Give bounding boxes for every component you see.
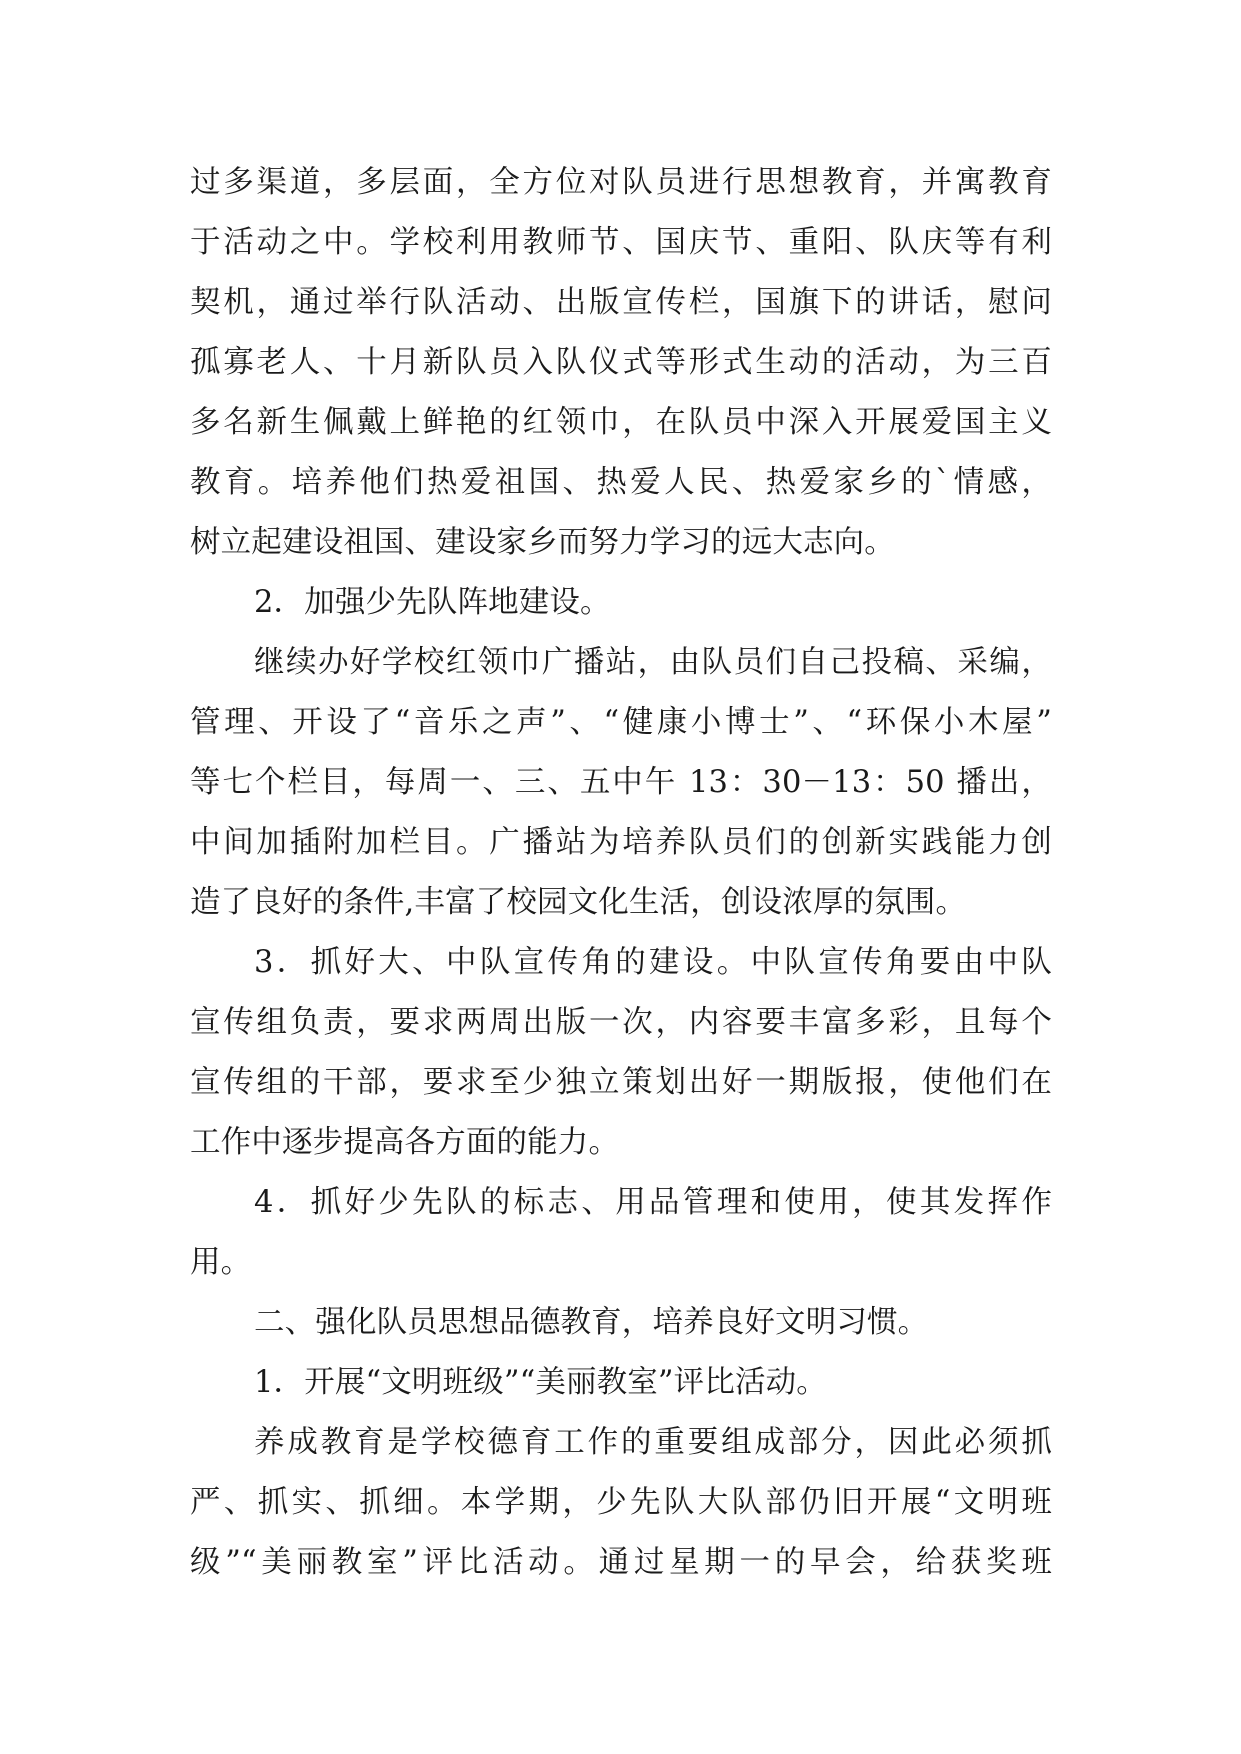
paragraph-line: 宣传组负责，要求两周出版一次，内容要丰富多彩，且每个 bbox=[190, 1005, 1052, 1040]
paragraph-line: 契机，通过举行队活动、出版宣传栏，国旗下的讲话，慰问 bbox=[190, 285, 1052, 320]
paragraph-line: 过多渠道，多层面，全方位对队员进行思想教育，并寓教育 bbox=[190, 165, 1052, 200]
paragraph-line: 级”“美丽教室”评比活动。通过星期一的早会，给获奖班 bbox=[190, 1545, 1052, 1580]
subsection-heading: 1．开展“文明班级”“美丽教室”评比活动。 bbox=[254, 1365, 827, 1400]
paragraph-line: 教育。培养他们热爱祖国、热爱人民、热爱家乡的`情感， bbox=[190, 465, 1052, 500]
paragraph-line: 继续办好学校红领巾广播站，由队员们自己投稿、采编， bbox=[254, 645, 1052, 680]
paragraph-line: 造了良好的条件,丰富了校园文化生活，创设浓厚的氛围。 bbox=[190, 885, 967, 920]
section-heading: 二、强化队员思想品德教育，培养良好文明习惯。 bbox=[254, 1305, 929, 1340]
paragraph-line: 3．抓好大、中队宣传角的建设。中队宣传角要由中队 bbox=[254, 945, 1052, 980]
paragraph-line: 等七个栏目，每周一、三、五中午 13：30－13：50 播出， bbox=[190, 765, 1052, 800]
paragraph-line: 4．抓好少先队的标志、用品管理和使用，使其发挥作 bbox=[254, 1185, 1052, 1220]
paragraph-line: 用。 bbox=[190, 1245, 252, 1280]
section-heading: 2．加强少先队阵地建设。 bbox=[254, 585, 611, 620]
paragraph-line: 多名新生佩戴上鲜艳的红领巾，在队员中深入开展爱国主义 bbox=[190, 405, 1052, 440]
paragraph-line: 严、抓实、抓细。本学期，少先队大队部仍旧开展“文明班 bbox=[190, 1485, 1052, 1520]
paragraph-line: 中间加插附加栏目。广播站为培养队员们的创新实践能力创 bbox=[190, 825, 1052, 860]
paragraph-line: 管理、开设了“音乐之声”、“健康小博士”、“环保小木屋” bbox=[190, 705, 1052, 740]
paragraph-line: 于活动之中。学校利用教师节、国庆节、重阳、队庆等有利 bbox=[190, 225, 1052, 260]
paragraph-line: 孤寡老人、十月新队员入队仪式等形式生动的活动，为三百 bbox=[190, 345, 1052, 380]
paragraph-line: 宣传组的干部，要求至少独立策划出好一期版报，使他们在 bbox=[190, 1065, 1052, 1100]
paragraph-line: 养成教育是学校德育工作的重要组成部分，因此必须抓 bbox=[254, 1425, 1052, 1460]
paragraph-line: 树立起建设祖国、建设家乡而努力学习的远大志向。 bbox=[190, 525, 895, 560]
paragraph-line: 工作中逐步提高各方面的能力。 bbox=[190, 1125, 620, 1160]
